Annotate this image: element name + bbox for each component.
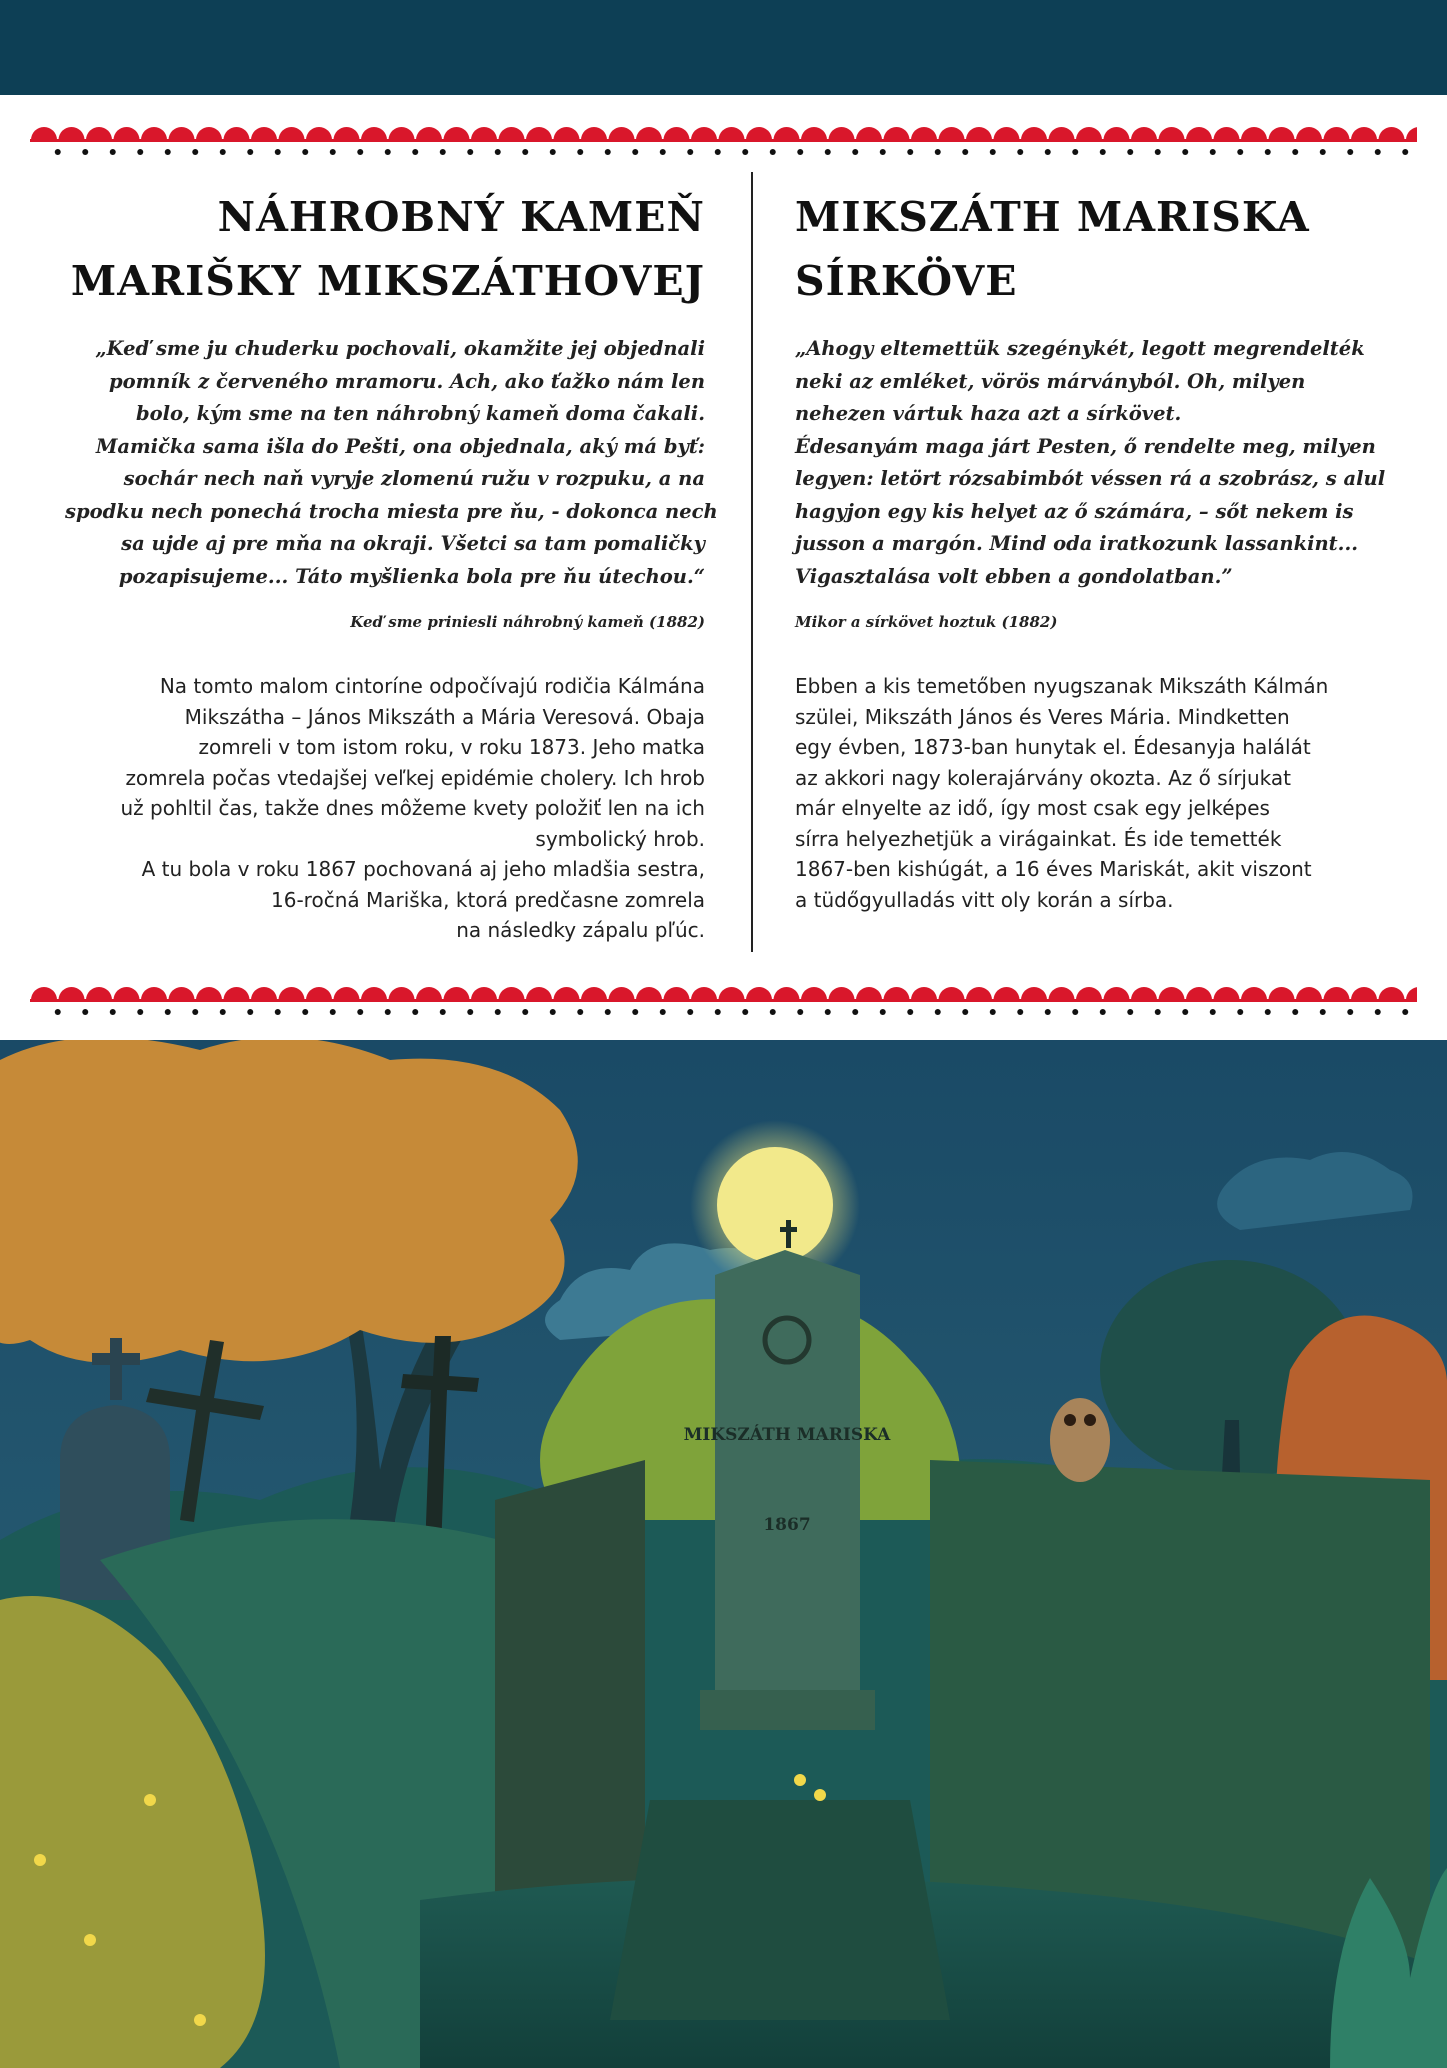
yellow-flower bbox=[144, 1794, 156, 1806]
border-dot bbox=[577, 149, 583, 155]
border-scallop bbox=[1406, 987, 1417, 1000]
border-scallop bbox=[1351, 127, 1377, 140]
border-scallop bbox=[389, 127, 415, 140]
border-scallop bbox=[581, 987, 607, 1000]
border-dot bbox=[852, 1009, 858, 1015]
hungarian-quote-source: Mikor a sírkövet hoztuk (1882) bbox=[795, 613, 1058, 631]
border-scallop bbox=[966, 987, 992, 1000]
border-dot bbox=[1045, 1009, 1051, 1015]
border-scallop bbox=[499, 127, 525, 140]
border-scallop bbox=[306, 987, 332, 1000]
slovak-title bbox=[65, 185, 705, 313]
slovak-body-line: 16-ročná Mariška, ktorá predčasne zomrela bbox=[271, 887, 705, 912]
border-dot bbox=[1265, 1009, 1271, 1015]
border-scallop bbox=[719, 987, 745, 1000]
border-dot bbox=[495, 1009, 501, 1015]
border-dot bbox=[1072, 1009, 1078, 1015]
border-dot bbox=[55, 1009, 61, 1015]
border-dot bbox=[1127, 149, 1133, 155]
border-dot bbox=[82, 1009, 88, 1015]
border-scallop bbox=[1104, 127, 1130, 140]
slovak-quote-line: pozapisujeme... Táto myšlienka bola pre ňu útechou.“ bbox=[118, 564, 705, 588]
border-scallop bbox=[1076, 987, 1102, 1000]
border-dot bbox=[330, 1009, 336, 1015]
yellow-flower bbox=[84, 1934, 96, 1946]
slovak-body-line: Na tomto malom cintoríne odpočívajú rodičia Kálmána bbox=[159, 674, 705, 698]
border-dot bbox=[55, 149, 61, 155]
border-scallop bbox=[224, 987, 250, 1000]
border-scallop bbox=[86, 987, 112, 1000]
hungarian-quote-line: „Ahogy eltemettük szegénykét, legott megrendelték bbox=[795, 337, 1365, 360]
border-dot bbox=[247, 1009, 253, 1015]
border-dot bbox=[1375, 1009, 1381, 1015]
border-scallop bbox=[911, 987, 937, 1000]
hungarian-title bbox=[795, 185, 1435, 313]
border-dot bbox=[550, 149, 556, 155]
border-scallop bbox=[774, 987, 800, 1000]
grave-plot bbox=[610, 1800, 950, 2020]
border-dot bbox=[880, 1009, 886, 1015]
border-dot bbox=[1237, 1009, 1243, 1015]
hungarian-body-line: 1867-ben kishúgát, a 16 éves Mariskát, akit viszont bbox=[795, 857, 1312, 881]
border-dot bbox=[1100, 1009, 1106, 1015]
yellow-flower bbox=[34, 1854, 46, 1866]
yellow-flower bbox=[814, 1789, 826, 1801]
border-dot bbox=[962, 1009, 968, 1015]
hungarian-quote-line: hagyjon egy kis helyet az ő számára, – sőt nekem is bbox=[795, 499, 1354, 523]
border-dot bbox=[275, 149, 281, 155]
gravestone-year: 1867 bbox=[763, 1515, 811, 1535]
border-scallop bbox=[1021, 127, 1047, 140]
hungarian-quote bbox=[795, 333, 1435, 593]
border-scallop bbox=[1324, 127, 1350, 140]
border-scallop bbox=[719, 127, 745, 140]
border-dot bbox=[82, 149, 88, 155]
hungarian-body-line: Ebben a kis temetőben nyugszanak Mikszáth Kálmán bbox=[795, 674, 1329, 698]
border-dot bbox=[825, 1009, 831, 1015]
border-scallop bbox=[801, 127, 827, 140]
hungarian-quote-line: neki az emléket, vörös márványból. Oh, milyen bbox=[795, 369, 1306, 393]
slovak-body-line: zomreli v tom istom roku, v roku 1873. Jeho matka bbox=[198, 735, 705, 759]
border-scallop bbox=[829, 127, 855, 140]
folk-border-top bbox=[30, 122, 1417, 162]
border-dot bbox=[192, 1009, 198, 1015]
border-dot bbox=[1320, 1009, 1326, 1015]
border-dot bbox=[412, 1009, 418, 1015]
column-divider bbox=[751, 172, 753, 952]
border-scallop bbox=[114, 127, 140, 140]
slovak-body bbox=[65, 671, 705, 946]
hungarian-body-line: az akkori nagy kolerajárvány okozta. Az ő sírjukat bbox=[795, 765, 1291, 790]
border-dot bbox=[1182, 149, 1188, 155]
border-line bbox=[30, 139, 1417, 142]
border-scallop bbox=[1269, 987, 1295, 1000]
border-scallop bbox=[1296, 987, 1322, 1000]
border-dot bbox=[990, 1009, 996, 1015]
hungarian-quote-line: Édesanyám maga járt Pesten, ő rendelte meg, milyen bbox=[795, 434, 1376, 458]
border-scallop bbox=[554, 987, 580, 1000]
border-scallop bbox=[966, 127, 992, 140]
border-scallop bbox=[141, 127, 167, 140]
border-scallop bbox=[251, 127, 277, 140]
border-dot bbox=[742, 1009, 748, 1015]
border-scallop bbox=[939, 987, 965, 1000]
border-dot bbox=[385, 149, 391, 155]
border-dot bbox=[495, 149, 501, 155]
border-scallop bbox=[444, 987, 470, 1000]
border-dot bbox=[770, 149, 776, 155]
border-dot bbox=[852, 149, 858, 155]
hungarian-quote-line: Vigasztalása volt ebben a gondolatban.” bbox=[795, 564, 1233, 588]
border-scallop bbox=[609, 127, 635, 140]
border-dot bbox=[467, 1009, 473, 1015]
border-scallop bbox=[306, 127, 332, 140]
border-scallop bbox=[636, 127, 662, 140]
hungarian-quote-line: nehezen vártuk haza azt a sírkövet. bbox=[795, 402, 1182, 425]
moon bbox=[717, 1147, 833, 1263]
owl bbox=[1050, 1398, 1110, 1482]
slovak-quote-source: Keď sme priniesli náhrobný kameň (1882) bbox=[350, 613, 705, 631]
folk-border-bottom bbox=[30, 982, 1417, 1022]
border-scallop bbox=[31, 987, 57, 1000]
border-scallop bbox=[1049, 987, 1075, 1000]
slovak-body-line: Mikszátha – János Mikszáth a Mária Veresová. Obaja bbox=[184, 704, 705, 729]
border-scallop bbox=[334, 127, 360, 140]
border-dot bbox=[440, 149, 446, 155]
border-dot bbox=[660, 149, 666, 155]
border-dot bbox=[220, 1009, 226, 1015]
yellow-flower bbox=[794, 1774, 806, 1786]
border-scallop bbox=[911, 127, 937, 140]
border-dot bbox=[687, 149, 693, 155]
slovak-quote-line: sochár nech naň vyryje zlomenú ružu v rozpuku, a na bbox=[123, 467, 705, 490]
border-dot bbox=[1127, 1009, 1133, 1015]
border-scallop bbox=[224, 127, 250, 140]
border-scallop bbox=[169, 987, 195, 1000]
slovak-title-line-2: MARIŠKY MIKSZÁTHOVEJ bbox=[70, 257, 705, 305]
yellow-flower bbox=[194, 2014, 206, 2026]
border-dot bbox=[1292, 149, 1298, 155]
border-dot bbox=[357, 1009, 363, 1015]
border-scallop bbox=[746, 987, 772, 1000]
border-scallop bbox=[609, 987, 635, 1000]
hungarian-title-line-1: MIKSZÁTH MARISKA bbox=[795, 193, 1310, 241]
border-dot bbox=[467, 149, 473, 155]
hungarian-title-line-2: SÍRKÖVE bbox=[795, 257, 1018, 305]
border-scallop bbox=[59, 127, 85, 140]
border-dot bbox=[797, 1009, 803, 1015]
slovak-column bbox=[65, 185, 718, 946]
gravestone-base bbox=[700, 1690, 875, 1730]
slovak-quote-line: sa ujde aj pre mňa na okraji. Všetci sa tam pomaličky bbox=[121, 532, 705, 555]
owl-eye-left bbox=[1064, 1414, 1076, 1426]
hungarian-quote-line: jusson a margón. Mind oda iratkozunk lassankint... bbox=[795, 532, 1359, 555]
slovak-quote-line: spodku nech ponechá trocha miesta pre ňu, - dokonca nech bbox=[65, 499, 718, 523]
border-dot bbox=[1347, 1009, 1353, 1015]
border-scallop bbox=[361, 127, 387, 140]
border-dot bbox=[522, 149, 528, 155]
border-dot bbox=[1045, 149, 1051, 155]
border-dot bbox=[1017, 1009, 1023, 1015]
slovak-body-line: na následky zápalu pľúc. bbox=[456, 918, 705, 942]
border-dot bbox=[330, 149, 336, 155]
border-scallop bbox=[361, 987, 387, 1000]
border-dot bbox=[1210, 1009, 1216, 1015]
border-scallop bbox=[1186, 127, 1212, 140]
border-scallop bbox=[196, 127, 222, 140]
border-dot bbox=[632, 149, 638, 155]
border-scallop bbox=[444, 127, 470, 140]
border-scallop bbox=[746, 127, 772, 140]
border-scallop bbox=[141, 987, 167, 1000]
slovak-quote-line: pomník z červeného mramoru. Ach, ako ťažko nám len bbox=[108, 369, 705, 393]
border-dot bbox=[440, 1009, 446, 1015]
border-dot bbox=[1402, 149, 1408, 155]
border-scallop bbox=[554, 127, 580, 140]
border-scallop bbox=[1159, 127, 1185, 140]
border-dot bbox=[110, 1009, 116, 1015]
hungarian-body bbox=[795, 671, 1435, 915]
border-dot bbox=[715, 149, 721, 155]
border-dot bbox=[660, 1009, 666, 1015]
border-dot bbox=[1265, 149, 1271, 155]
border-scallop bbox=[1159, 987, 1185, 1000]
border-dot bbox=[220, 149, 226, 155]
border-scallop bbox=[526, 987, 552, 1000]
slovak-title-line-1: NÁHROBNÝ KAMEŇ bbox=[217, 193, 705, 241]
border-dot bbox=[687, 1009, 693, 1015]
border-scallop bbox=[1021, 987, 1047, 1000]
border-scallop bbox=[856, 127, 882, 140]
border-scallop bbox=[471, 127, 497, 140]
border-scallop bbox=[801, 987, 827, 1000]
border-scallop bbox=[1104, 987, 1130, 1000]
border-dot bbox=[742, 149, 748, 155]
border-dot bbox=[605, 149, 611, 155]
border-dot bbox=[165, 1009, 171, 1015]
border-scallop bbox=[884, 127, 910, 140]
border-scallop bbox=[994, 127, 1020, 140]
border-scallop bbox=[526, 127, 552, 140]
hungarian-column bbox=[795, 185, 1435, 915]
hungarian-body-line: egy évben, 1873-ban hunytak el. Édesanyja halálát bbox=[795, 735, 1311, 759]
border-dot bbox=[907, 1009, 913, 1015]
border-scallop bbox=[884, 987, 910, 1000]
border-dot bbox=[825, 149, 831, 155]
border-dot bbox=[1402, 1009, 1408, 1015]
border-scallop bbox=[994, 987, 1020, 1000]
border-dot bbox=[1237, 149, 1243, 155]
border-dot bbox=[770, 1009, 776, 1015]
border-dot bbox=[962, 149, 968, 155]
border-dot bbox=[302, 149, 308, 155]
border-scallop bbox=[691, 127, 717, 140]
owl-eye-right bbox=[1084, 1414, 1096, 1426]
border-dot bbox=[1017, 149, 1023, 155]
border-dot bbox=[990, 149, 996, 155]
border-scallop bbox=[1214, 127, 1240, 140]
border-dot bbox=[605, 1009, 611, 1015]
border-dot bbox=[1320, 149, 1326, 155]
border-scallop bbox=[1186, 987, 1212, 1000]
owl-body bbox=[1050, 1398, 1110, 1482]
border-scallop bbox=[1379, 987, 1405, 1000]
border-scallop bbox=[196, 987, 222, 1000]
border-dot bbox=[1375, 149, 1381, 155]
border-scallop bbox=[581, 127, 607, 140]
slovak-quote bbox=[65, 333, 718, 593]
border-dot bbox=[1347, 149, 1353, 155]
slovak-body-line: A tu bola v roku 1867 pochovaná aj jeho mladšia sestra, bbox=[141, 857, 705, 881]
border-dot bbox=[550, 1009, 556, 1015]
border-scallop bbox=[1379, 127, 1405, 140]
border-dot bbox=[412, 149, 418, 155]
hungarian-body-line: a tüdőgyulladás vitt oly korán a sírba. bbox=[795, 887, 1174, 912]
border-dot bbox=[275, 1009, 281, 1015]
hungarian-body-line: sírra helyezhetjük a virágainkat. És ide temették bbox=[795, 826, 1282, 851]
border-scallop bbox=[416, 127, 442, 140]
border-scallop bbox=[114, 987, 140, 1000]
border-dot bbox=[302, 1009, 308, 1015]
slovak-quote-line: bolo, kým sme na ten náhrobný kameň doma čakali. bbox=[136, 402, 705, 425]
border-line bbox=[30, 999, 1417, 1002]
border-dot bbox=[1182, 1009, 1188, 1015]
border-dot bbox=[1292, 1009, 1298, 1015]
slovak-body-line: už pohltil čas, takže dnes môžeme kvety položiť len na ich bbox=[120, 796, 705, 820]
border-scallop bbox=[59, 987, 85, 1000]
slovak-quote-line: „Keď sme ju chuderku pochovali, okamžite jej objednali bbox=[95, 337, 705, 360]
slovak-body-line: symbolický hrob. bbox=[535, 826, 705, 851]
gravestone-name: MIKSZÁTH MARISKA bbox=[683, 1425, 891, 1445]
border-scallop bbox=[1406, 127, 1417, 140]
border-scallop bbox=[471, 987, 497, 1000]
hungarian-body-line: szülei, Mikszáth János és Veres Mária. Mindketten bbox=[795, 704, 1290, 729]
border-scallop bbox=[939, 127, 965, 140]
border-dot bbox=[137, 1009, 143, 1015]
border-scallop bbox=[856, 987, 882, 1000]
border-scallop bbox=[829, 987, 855, 1000]
border-dot bbox=[935, 149, 941, 155]
border-dot bbox=[935, 1009, 941, 1015]
border-dot bbox=[1155, 1009, 1161, 1015]
border-dot bbox=[880, 149, 886, 155]
border-dot bbox=[385, 1009, 391, 1015]
border-dot bbox=[797, 149, 803, 155]
border-scallop bbox=[636, 987, 662, 1000]
border-scallop bbox=[1351, 987, 1377, 1000]
border-scallop bbox=[334, 987, 360, 1000]
border-scallop bbox=[499, 987, 525, 1000]
hungarian-quote-line: legyen: letört rózsabimbót véssen rá a szobrász, s alul bbox=[795, 467, 1386, 490]
border-dot bbox=[632, 1009, 638, 1015]
border-scallop bbox=[1241, 127, 1267, 140]
border-dot bbox=[137, 149, 143, 155]
border-scallop bbox=[1269, 127, 1295, 140]
border-scallop bbox=[389, 987, 415, 1000]
border-scallop bbox=[279, 987, 305, 1000]
border-dot bbox=[357, 149, 363, 155]
border-dot bbox=[1210, 149, 1216, 155]
hungarian-body-line: már elnyelte az idő, így most csak egy jelképes bbox=[795, 796, 1270, 820]
border-scallop bbox=[279, 127, 305, 140]
border-scallop bbox=[31, 127, 57, 140]
border-dot bbox=[165, 149, 171, 155]
border-dot bbox=[522, 1009, 528, 1015]
border-dot bbox=[110, 149, 116, 155]
border-scallop bbox=[1131, 127, 1157, 140]
border-scallop bbox=[1214, 987, 1240, 1000]
slovak-body-line: zomrela počas vtedajšej veľkej epidémie cholery. Ich hrob bbox=[125, 765, 705, 790]
tree-canopy-orange bbox=[0, 1040, 578, 1363]
border-dot bbox=[577, 1009, 583, 1015]
border-scallop bbox=[169, 127, 195, 140]
border-scallop bbox=[691, 987, 717, 1000]
border-dot bbox=[907, 149, 913, 155]
border-scallop bbox=[664, 987, 690, 1000]
border-scallop bbox=[251, 987, 277, 1000]
border-scallop bbox=[1076, 127, 1102, 140]
border-dot bbox=[192, 149, 198, 155]
border-dot bbox=[1155, 149, 1161, 155]
border-dot bbox=[1072, 149, 1078, 155]
border-dot bbox=[1100, 149, 1106, 155]
top-banner bbox=[0, 0, 1447, 95]
border-scallop bbox=[664, 127, 690, 140]
border-scallop bbox=[416, 987, 442, 1000]
slovak-quote-line: Mamička sama išla do Pešti, ona objednala, aký má byť: bbox=[95, 434, 705, 458]
border-dot bbox=[715, 1009, 721, 1015]
border-scallop bbox=[1241, 987, 1267, 1000]
border-scallop bbox=[86, 127, 112, 140]
border-scallop bbox=[1049, 127, 1075, 140]
border-scallop bbox=[1131, 987, 1157, 1000]
cemetery-illustration bbox=[0, 1040, 1447, 2068]
border-dot bbox=[247, 149, 253, 155]
border-scallop bbox=[1324, 987, 1350, 1000]
border-scallop bbox=[774, 127, 800, 140]
border-scallop bbox=[1296, 127, 1322, 140]
